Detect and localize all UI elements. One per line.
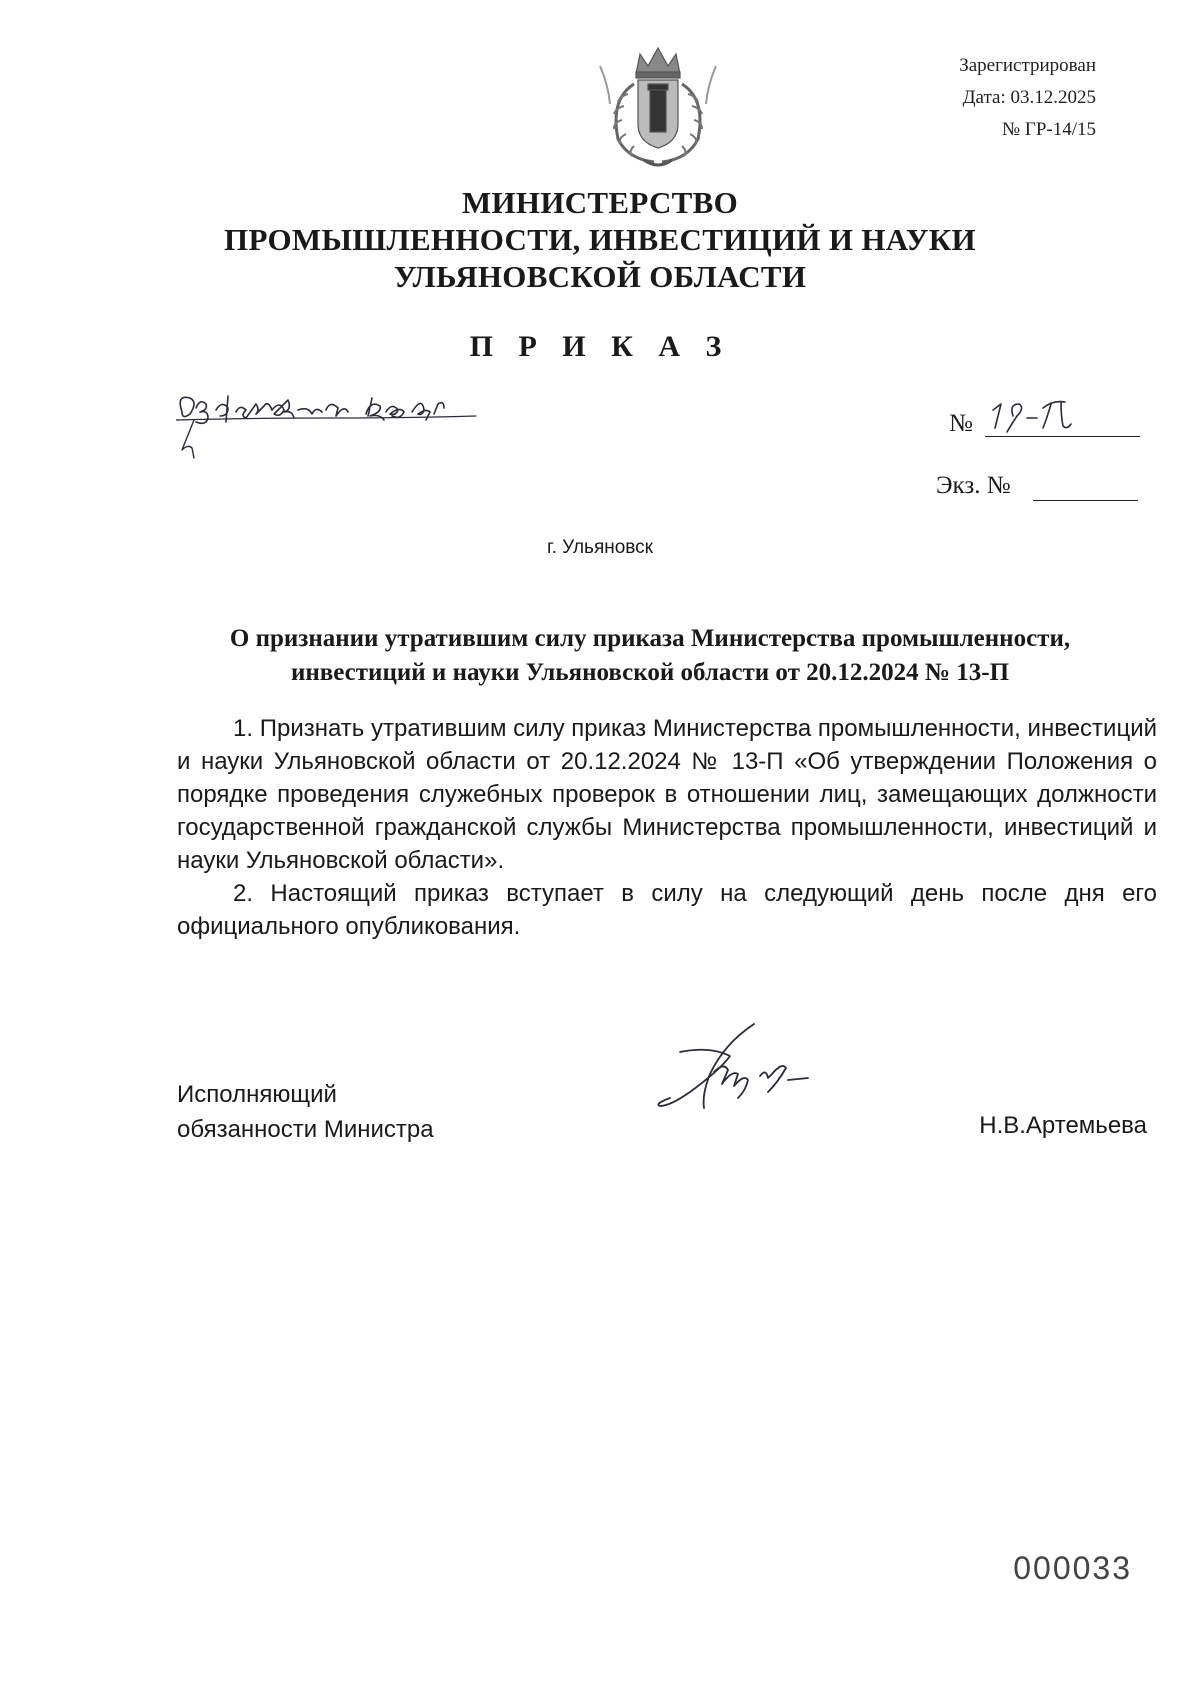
coat-of-arms-icon [588,44,728,174]
signer-position [177,1077,434,1147]
registration-date: Дата: 03.12.2025 [962,87,1096,108]
page-number: 000033 [1013,1550,1132,1586]
document-type-title: П Р И К А З [469,330,731,363]
city: г. Ульяновск [547,537,653,558]
order-number-label: № [949,410,973,437]
signer-name: Н.В.Артемьева [979,1112,1147,1139]
subject-line-2: инвестиций и науки Ульяновской области от 20.12.2024 № 13-П [290,659,1010,686]
copy-number-label: Экз. № [936,472,1011,499]
copy-number-field [1033,500,1138,501]
body-paragraph-1: 1. Признать утратившим силу приказ Министерства промышленности, инвестиций и науки Ульяновской области от 20.12.2024 № 13-П «Об утверждении Положения о порядке проведения служебных проверок в отношении лиц, замещающих должности государственной гражданской службы Министерства промышленности, инвестиций и науки Ульяновской области». [177,715,1157,874]
registration-block [959,50,1096,146]
order-subject [150,622,1150,690]
order-number-underline [985,436,1140,437]
ministry-header [0,184,1200,295]
subject-line-1: О признании утратившим силу приказа Министерства промышленности, [229,625,1071,652]
body-paragraph-2: 2. Настоящий приказ вступает в силу на следующий день после дня его официального опубликования. [177,880,1157,940]
registration-status: Зарегистрирован [959,55,1096,76]
ministry-line-3: УЛЬЯНОВСКОЙ ОБЛАСТИ [393,259,807,294]
order-body [177,712,1157,943]
signer-position-line-1: Исполняющий [177,1081,337,1108]
handwritten-date [176,386,486,466]
handwritten-order-number [985,390,1140,440]
ministry-line-2: ПРОМЫШЛЕННОСТИ, ИНВЕСТИЦИЙ И НАУКИ [224,222,976,257]
ministry-line-1: МИНИСТЕРСТВО [461,185,739,220]
signature [650,1020,830,1130]
signer-position-line-2: обязанности Министра [177,1116,434,1143]
registration-number: № ГР-14/15 [1001,119,1096,140]
